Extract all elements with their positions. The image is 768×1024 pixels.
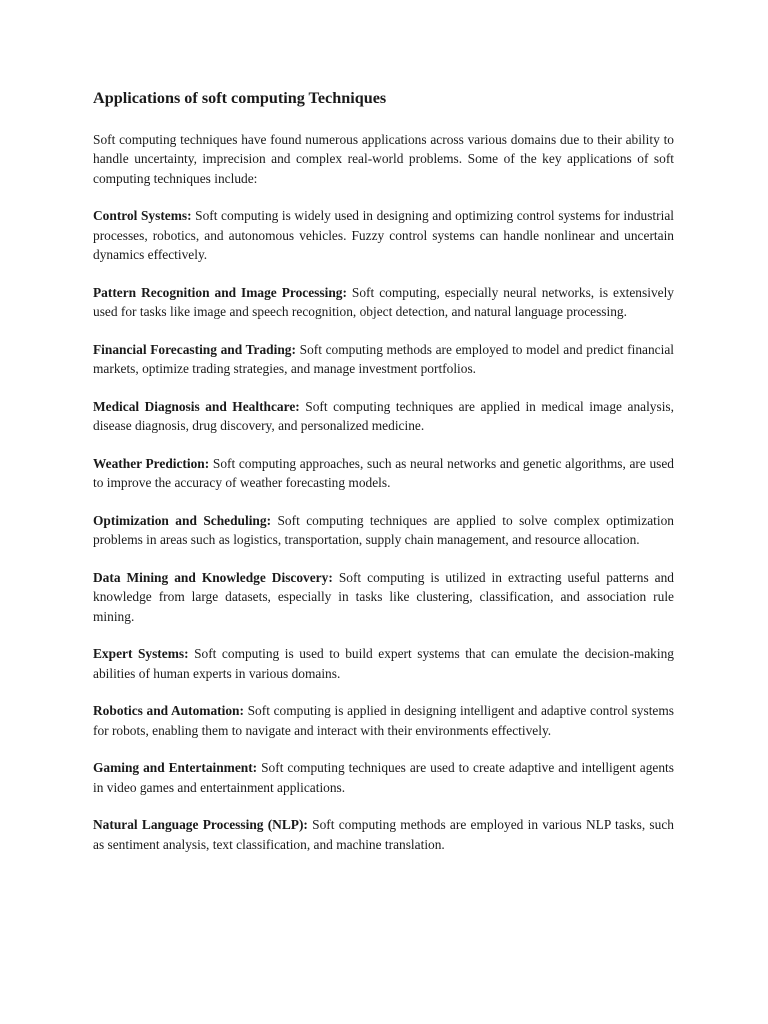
application-description: Soft computing approaches, such as neural networks and genetic algorithms, are used to improve the accuracy of weather forecasting models. (93, 455, 674, 491)
application-term: Optimization and Scheduling: (93, 512, 272, 528)
application-description: Soft computing is widely used in designing and optimizing control systems for industrial processes, robotics, and autonomous vehicles. Fuzzy control systems can handle nonlinear and uncertain dynamics effectively. (93, 208, 674, 263)
application-description: Soft computing methods are employed to model and predict financial markets, optimize trading strategies, and manage investment portfolios. (93, 341, 674, 377)
application-item-pattern-recognition (93, 283, 674, 322)
application-item-weather-prediction (93, 454, 674, 493)
application-description: Soft computing, especially neural networks, is extensively used for tasks like image and speech recognition, object detection, and natural language processing. (93, 284, 674, 320)
application-item-data-mining (93, 568, 674, 626)
application-description: Soft computing is used to build expert systems that can emulate the decision-making abilities of human experts in various domains. (93, 646, 674, 681)
application-item-expert-systems (93, 644, 674, 683)
application-item-nlp (93, 815, 674, 854)
application-description: Soft computing techniques are applied in medical image analysis, disease diagnosis, drug discovery, and personalized medicine. (93, 398, 674, 434)
document-page (93, 88, 674, 872)
application-item-gaming-entertainment (93, 758, 674, 797)
application-term: Control Systems: (93, 208, 192, 224)
application-description: Soft computing is utilized in extracting useful patterns and knowledge from large datasets, especially in tasks like clustering, classification, and association rule mining. (93, 569, 674, 624)
application-term: Robotics and Automation: (93, 703, 244, 719)
application-item-medical-diagnosis (93, 397, 674, 436)
application-term: Medical Diagnosis and Healthcare: (93, 398, 300, 414)
application-item-optimization-scheduling (93, 511, 674, 550)
application-description: Soft computing is applied in designing intelligent and adaptive control systems for robots, enabling them to navigate and interact with their environments effectively. (93, 703, 675, 738)
application-item-financial-forecasting (93, 340, 674, 379)
application-description: Soft computing techniques are applied to solve complex optimization problems in areas such as logistics, transportation, supply chain management, and resource allocation. (93, 512, 674, 548)
application-term: Natural Language Processing (NLP): (93, 817, 308, 833)
application-term: Data Mining and Knowledge Discovery: (93, 569, 333, 585)
application-term: Weather Prediction: (93, 455, 210, 471)
application-item-control-systems (93, 206, 674, 264)
application-term: Expert Systems: (93, 646, 189, 662)
application-description: Soft computing methods are employed in various NLP tasks, such as sentiment analysis, text classification, and machine translation. (93, 817, 674, 852)
application-description: Soft computing techniques are used to create adaptive and intelligent agents in video games and entertainment applications. (93, 760, 674, 795)
application-term: Pattern Recognition and Image Processing: (93, 284, 347, 300)
document-title: Applications of soft computing Techniques (93, 89, 387, 107)
application-term: Financial Forecasting and Trading: (93, 341, 296, 357)
application-item-robotics-automation (93, 701, 674, 740)
intro-paragraph: Soft computing techniques have found numerous applications across various domains due to their ability to handle uncertainty, imprecision and complex real-world problems. Some of the key applications of soft computing techniques include: (93, 132, 674, 186)
application-term: Gaming and Entertainment: (93, 760, 258, 776)
